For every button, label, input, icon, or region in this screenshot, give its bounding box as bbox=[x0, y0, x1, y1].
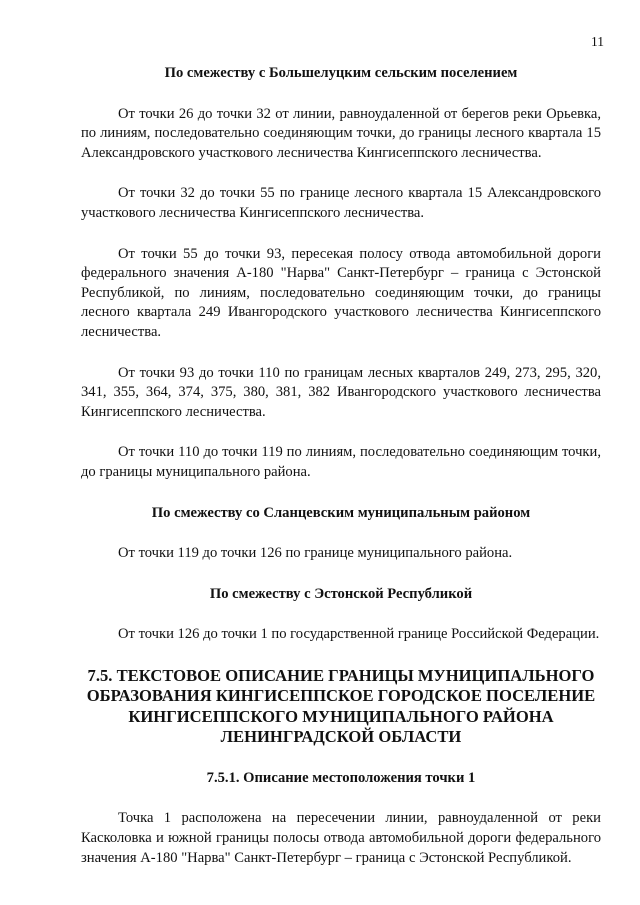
paragraph: От точки 26 до точки 32 от линии, равноудаленной от берегов реки Орьевка, по линиям, последовательно соединяющим точки, до границы лесного квартала 15 Александровского участкового лесничества Кингисеппского лесничества. bbox=[81, 105, 601, 161]
page-number: 11 bbox=[591, 34, 604, 49]
section-slantsy bbox=[81, 504, 601, 564]
section-heading: По смежеству со Сланцевским муниципальным районом bbox=[151, 504, 531, 521]
paragraph: От точки 55 до точки 93, пересекая полосу отвода автомобильной дороги федерального значения А-180 "Нарва" Санкт-Петербург – граница с Эстонской Республикой, по линиям, последовательно соединяющим точки, до границы лесного квартала 249 Ивангородского участкового лесничества Кингисеппского лесничества. bbox=[81, 245, 601, 340]
subsection-paragraph: Точка 1 расположена на пересечении линии, равноудаленной от реки Касколовка и южной границы полосы отвода автомобильной дороги федерального значения А-180 "Нарва" Санкт-Петербург – граница с Эстонской Республикой. bbox=[81, 810, 601, 866]
section-bolshelutskoe bbox=[81, 64, 601, 483]
section-heading: По смежеству с Большелуцким сельским поселением bbox=[164, 65, 518, 81]
section-title: 7.5. ТЕКСТОВОЕ ОПИСАНИЕ ГРАНИЦЫ МУНИЦИПАЛЬНОГО ОБРАЗОВАНИЯ КИНГИСЕППСКОЕ ГОРОДСКОЕ ПОСЕЛЕНИЕ КИНГИСЕППСКОГО МУНИЦИПАЛЬНОГО РАЙОНА ЛЕНИНГРАДСКОЙ ОБЛАСТИ bbox=[86, 665, 596, 747]
document-body bbox=[81, 64, 601, 889]
section-heading: По смежеству с Эстонской Республикой bbox=[209, 585, 473, 602]
paragraph: От точки 93 до точки 110 по границам лесных кварталов 249, 273, 295, 320, 341, 355, 364, 374, 375, 380, 381, 382 Ивангородского участкового лесничества Кингисеппского лесничества. bbox=[81, 364, 601, 420]
paragraph: От точки 110 до точки 119 по линиям, последовательно соединяющим точки, до границы муниципального района. bbox=[81, 444, 601, 480]
paragraph: От точки 32 до точки 55 по границе лесного квартала 15 Александровского участкового лесничества Кингисеппского лесничества. bbox=[81, 185, 601, 221]
subsection-title: 7.5.1. Описание местоположения точки 1 bbox=[206, 769, 476, 786]
paragraph: От точки 126 до точки 1 по государственной границе Российской Федерации. bbox=[118, 626, 600, 643]
paragraph: От точки 119 до точки 126 по границе муниципального района. bbox=[118, 545, 513, 562]
section-estonia bbox=[81, 585, 601, 645]
